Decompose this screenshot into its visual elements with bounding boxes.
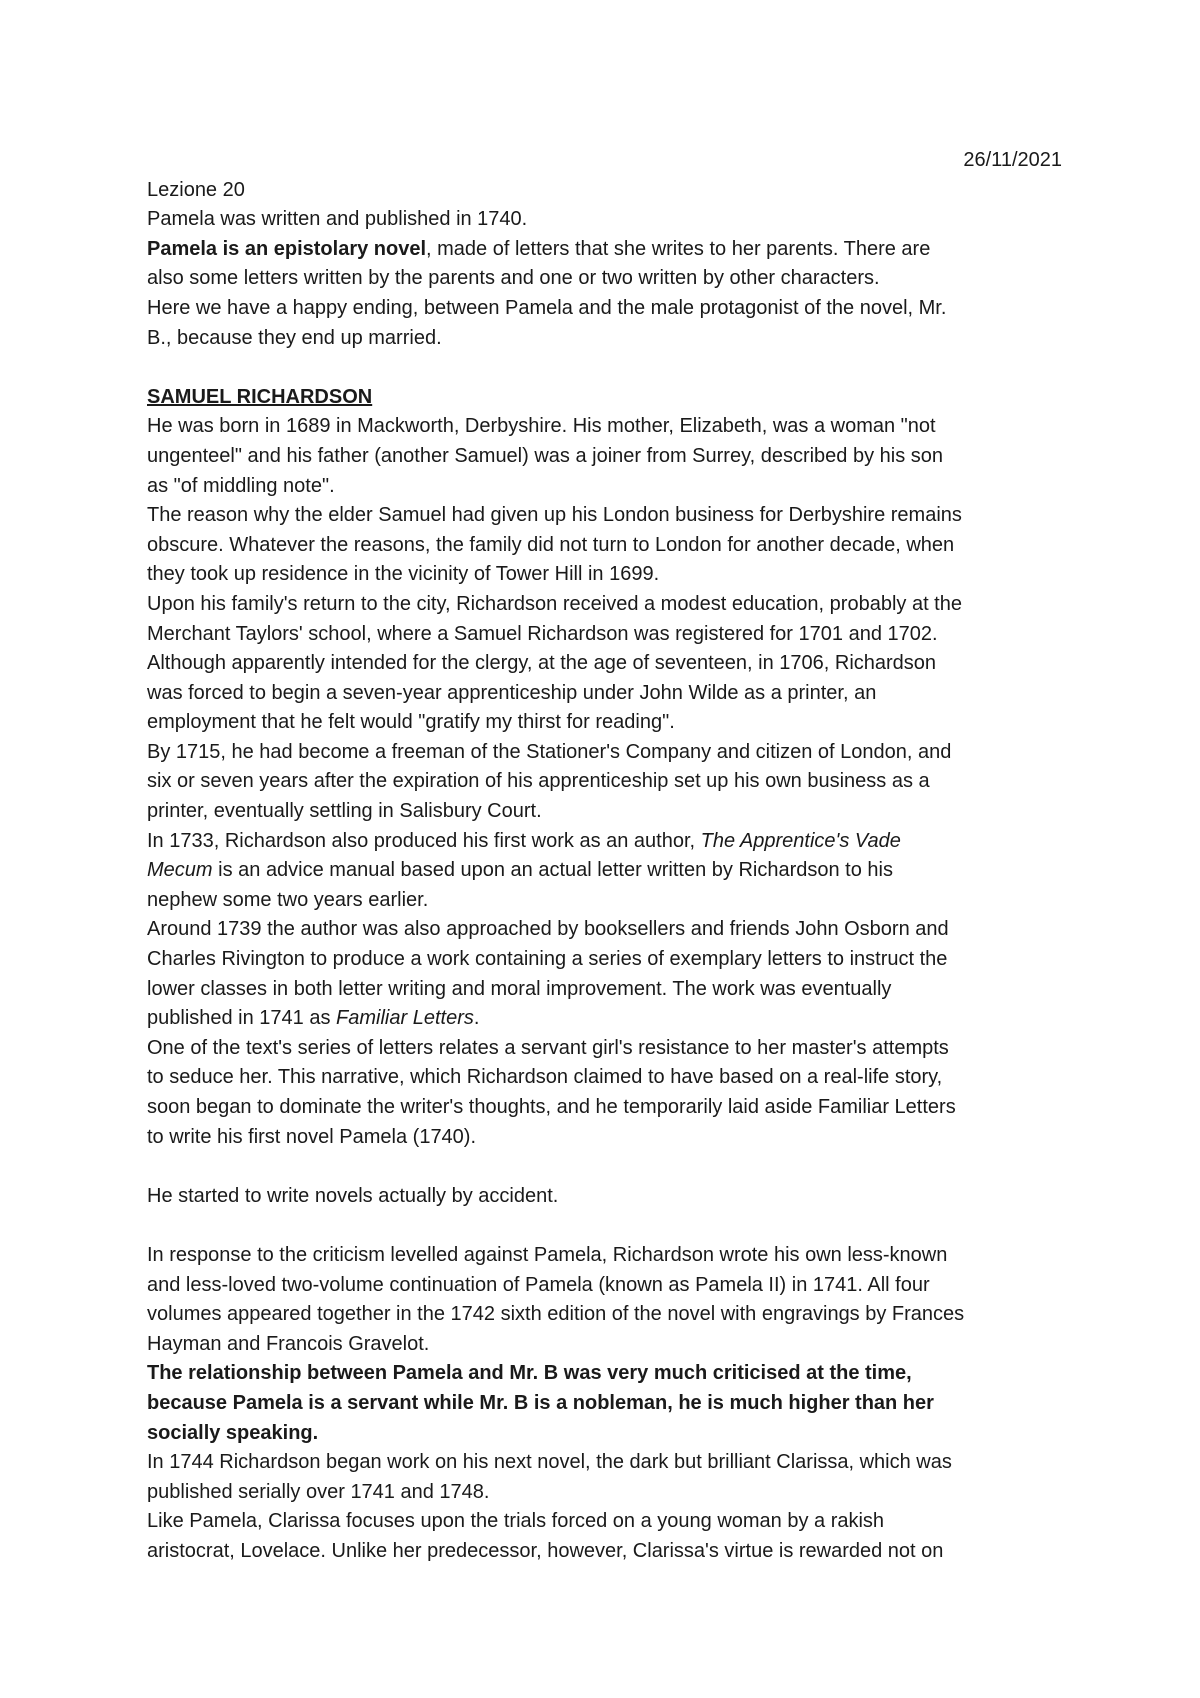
criticism-line: In 1744 Richardson began work on his next novel, the dark but brilliant Clarissa, which was (147, 1451, 952, 1474)
bio-line: He was born in 1689 in Mackworth, Derbyshire. His mother, Elizabeth, was a woman "not (147, 415, 936, 438)
bio-line: six or seven years after the expiration of his apprenticeship set up his own business as a (147, 770, 930, 793)
bio-line: printer, eventually settling in Salisbury Court. (147, 800, 542, 823)
bio-line: obscure. Whatever the reasons, the family did not turn to London for another decade, when (147, 533, 955, 556)
criticism-line: In response to the criticism levelled against Pamela, Richardson wrote his own less-known (147, 1243, 948, 1266)
bio-line: By 1715, he had become a freeman of the Stationer's Company and citizen of London, and (147, 740, 952, 763)
intro-line (147, 235, 1062, 265)
criticism-line: published serially over 1741 and 1748. (147, 1480, 490, 1503)
text-span: In 1733, Richardson also produced his first work as an author, (147, 829, 701, 852)
bio-line: to seduce her. This narrative, which Richardson claimed to have based on a real-life story, (147, 1066, 943, 1089)
accident-line: He started to write novels actually by accident. (147, 1184, 559, 1207)
intro-line: B., because they end up married. (147, 326, 442, 349)
bold-statement: socially speaking. (147, 1421, 319, 1444)
bio-line: as "of middling note". (147, 474, 335, 497)
lesson-title: Lezione 20 (147, 178, 245, 201)
italic-title: The Apprentice's Vade (700, 829, 901, 852)
criticism-line: Hayman and Francois Gravelot. (147, 1332, 430, 1355)
criticism-line: Like Pamela, Clarissa focuses upon the trials forced on a young woman by a rakish (147, 1510, 885, 1533)
bold-statement: because Pamela is a servant while Mr. B is a nobleman, he is much higher than her (147, 1391, 934, 1414)
bold-statement: The relationship between Pamela and Mr. B was very much criticised at the time, (147, 1362, 912, 1385)
text-span: , made of letters that she writes to her parents. There are (426, 237, 931, 260)
intro-line: Here we have a happy ending, between Pamela and the male protagonist of the novel, Mr. (147, 296, 947, 319)
paragraph-gap (147, 1152, 1062, 1182)
criticism-line: volumes appeared together in the 1742 sixth edition of the novel with engravings by Frances (147, 1303, 965, 1326)
document-body (147, 146, 1062, 1567)
text-span: . (473, 1007, 480, 1030)
text-span: is an advice manual based upon an actual letter written by Richardson to his (212, 859, 893, 882)
bio-line: ungenteel" and his father (another Samuel) was a joiner from Surrey, described by his son (147, 444, 944, 467)
bio-line: employment that he felt would "gratify my thirst for reading". (147, 711, 675, 734)
bio-line: lower classes in both letter writing and moral improvement. The work was eventually (147, 977, 892, 1000)
section-heading: SAMUEL RICHARDSON (147, 385, 373, 408)
text-span: published in 1741 as (147, 1007, 337, 1030)
bio-line (147, 856, 1062, 886)
italic-title: Familiar Letters (336, 1007, 474, 1030)
criticism-line: aristocrat, Lovelace. Unlike her predecessor, however, Clarissa's virtue is rewarded not on (147, 1539, 944, 1562)
criticism-line: and less-loved two-volume continuation of Pamela (known as Pamela II) in 1741. All four (147, 1273, 930, 1296)
document-date: 26/11/2021 (963, 149, 1062, 171)
bio-line: Upon his family's return to the city, Richardson received a modest education, probably at the (147, 592, 962, 615)
bio-line: was forced to begin a seven-year apprenticeship under John Wilde as a printer, an (147, 681, 877, 704)
bio-line: soon began to dominate the writer's thoughts, and he temporarily laid aside Familiar Letters (147, 1096, 956, 1118)
intro-line: also some letters written by the parents and one or two written by other characters. (147, 267, 880, 290)
bio-line (147, 827, 1062, 857)
bio-line: they took up residence in the vicinity of Tower Hill in 1699. (147, 563, 660, 586)
bio-line: Merchant Taylors' school, where a Samuel Richardson was registered for 1701 and 1702. (147, 622, 938, 645)
bio-line: The reason why the elder Samuel had given up his London business for Derbyshire remains (147, 504, 962, 527)
bio-line (147, 1004, 1062, 1034)
bio-line: One of the text's series of letters relates a servant girl's resistance to her master's attempts (147, 1036, 949, 1059)
bio-line: nephew some two years earlier. (147, 888, 429, 911)
intro-line: Pamela was written and published in 1740. (147, 208, 528, 231)
bio-line: Although apparently intended for the clergy, at the age of seventeen, in 1706, Richardson (147, 652, 937, 675)
bio-line: Around 1739 the author was also approached by booksellers and friends John Osborn and (147, 918, 949, 941)
paragraph-gap (147, 1211, 1062, 1241)
bold-text: Pamela is an epistolary novel (147, 237, 427, 260)
bio-line: Charles Rivington to produce a work containing a series of exemplary letters to instruct the (147, 948, 948, 971)
paragraph-gap (147, 353, 1062, 383)
italic-title: Mecum (147, 859, 213, 882)
bio-line: to write his first novel Pamela (1740). (147, 1125, 477, 1148)
